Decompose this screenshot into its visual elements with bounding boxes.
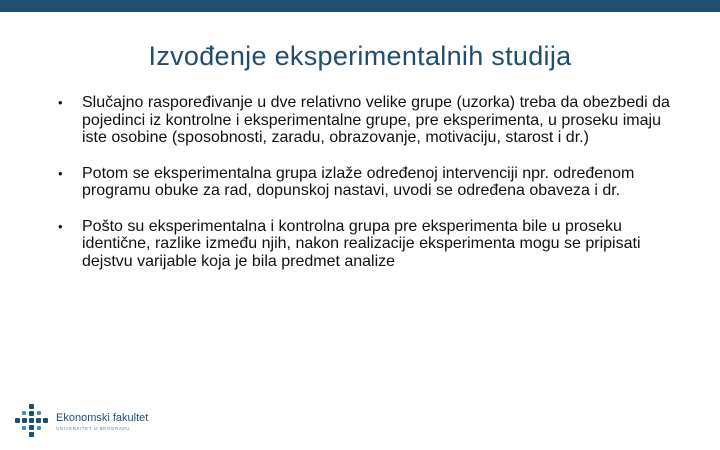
bullet-marker: • (58, 95, 63, 110)
bullet-marker: • (58, 218, 63, 234)
bullet-marker: • (58, 165, 63, 181)
bullet-item (58, 94, 688, 147)
bullet-text: Slučajno raspoređivanje u dve relativno velike grupe (uzorka) treba da obezbedi da pojedinci iz kontrolne i eksperimentalne grupe, pre eksperimenta, u proseku imaju iste osobine (sposobnosti, zaradu, obrazovanje, motivaciju, starost i dr.) (82, 94, 670, 146)
slide-title: Izvođenje eksperimentalnih studija (148, 41, 572, 71)
bullet-text: Potom se eksperimentalna grupa izlaže određenoj intervenciji npr. određenom programu obuke za rad, dopunskoj nastavi, uvodi se određena obaveza i dr. (82, 164, 635, 199)
bullet-list (58, 94, 688, 288)
bullet-text: Pošto su eksperimentalna i kontrolna grupa pre eksperimenta bile u proseku identične, razlike između njih, nakon realizacije eksperimenta mogu se pripisati dejstvu varijable koja je bila predmet analize (82, 217, 641, 270)
top-accent-bar (0, 0, 720, 12)
bullet-item (58, 218, 688, 271)
logo-name: Ekonomski fakultet (56, 412, 149, 424)
logo-subtitle: UNIVERZITET U BEOGRADU (56, 426, 131, 431)
faculty-logo (14, 403, 174, 439)
dotted-cross-logo-icon (14, 403, 50, 439)
bullet-item (58, 165, 688, 200)
